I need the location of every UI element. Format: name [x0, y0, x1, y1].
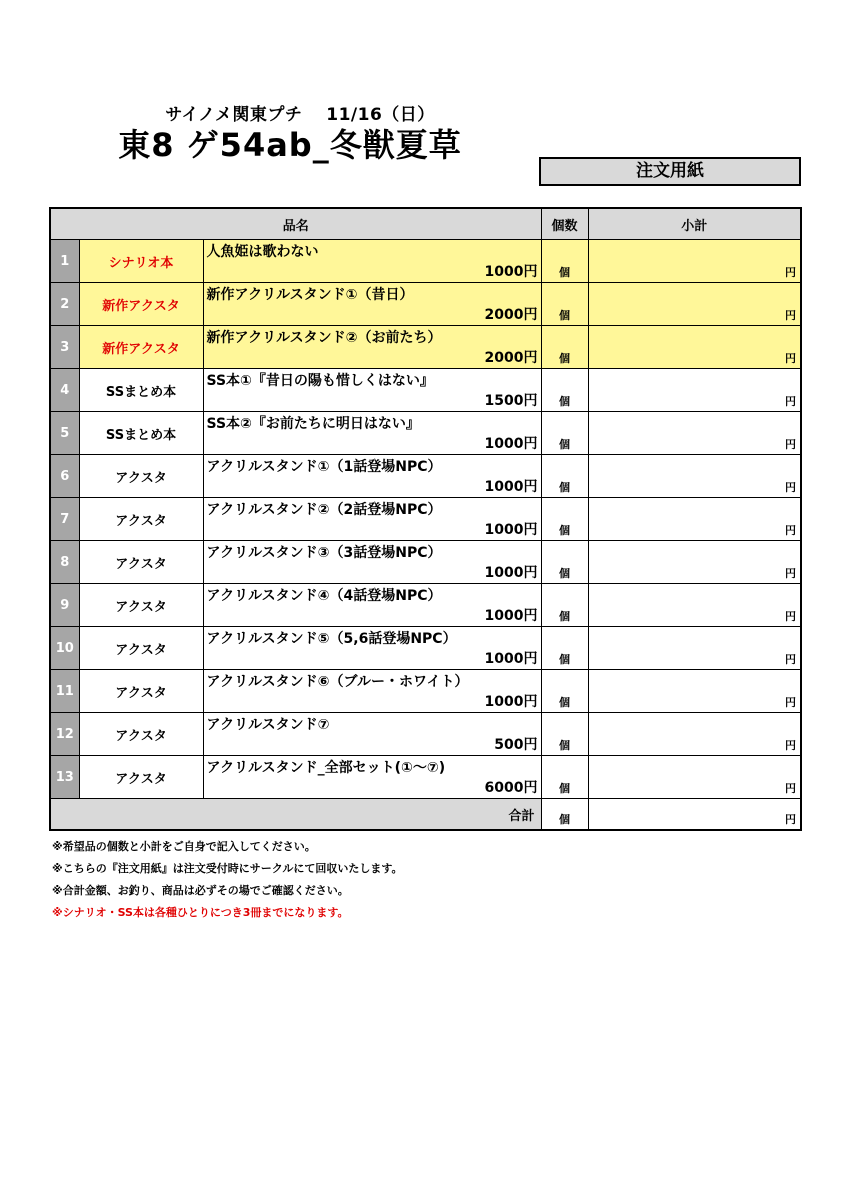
- qty-unit: 個: [559, 395, 570, 408]
- row-product: [203, 670, 541, 713]
- qty-unit: 個: [559, 266, 570, 279]
- qty-cell[interactable]: [541, 627, 588, 670]
- product-name: 新作アクリルスタンド②（お前たち）: [206, 330, 442, 346]
- qty-unit: 個: [559, 653, 570, 666]
- subtotal-cell[interactable]: [588, 627, 801, 670]
- row-category: アクスタ: [79, 627, 203, 670]
- subtotal-cell[interactable]: [588, 412, 801, 455]
- row-product: [203, 713, 541, 756]
- yen-unit: 円: [785, 782, 796, 795]
- qty-cell[interactable]: [541, 412, 588, 455]
- row-number: 13: [50, 756, 79, 799]
- qty-cell[interactable]: [541, 283, 588, 326]
- product-price: 1000円: [484, 694, 538, 710]
- yen-unit: 円: [785, 567, 796, 580]
- qty-cell[interactable]: [541, 326, 588, 369]
- product-name: SS本②『お前たちに明日はない』: [206, 416, 420, 432]
- row-number: 9: [50, 584, 79, 627]
- row-number: 12: [50, 713, 79, 756]
- product-name: アクリルスタンド⑦: [206, 717, 330, 733]
- table-row: [50, 369, 801, 412]
- row-number: 4: [50, 369, 79, 412]
- qty-cell[interactable]: [541, 756, 588, 799]
- row-number: 2: [50, 283, 79, 326]
- qty-cell[interactable]: [541, 713, 588, 756]
- row-category: 新作アクスタ: [79, 283, 203, 326]
- note-line: ※合計金額、お釣り、商品は必ずその場でご確認ください。: [52, 884, 349, 897]
- row-number: 7: [50, 498, 79, 541]
- table-row: [50, 412, 801, 455]
- product-price: 1000円: [484, 436, 538, 452]
- product-name: アクリルスタンド①（1話登場NPC）: [206, 459, 442, 475]
- row-product: [203, 627, 541, 670]
- yen-unit: 円: [785, 352, 796, 365]
- product-price: 1000円: [484, 264, 538, 280]
- qty-cell[interactable]: [541, 455, 588, 498]
- yen-unit: 円: [785, 813, 796, 826]
- total-qty-cell[interactable]: [541, 799, 588, 831]
- qty-unit: 個: [559, 813, 570, 826]
- qty-unit: 個: [559, 438, 570, 451]
- yen-unit: 円: [785, 481, 796, 494]
- qty-unit: 個: [559, 567, 570, 580]
- row-number: 5: [50, 412, 79, 455]
- table-row: [50, 627, 801, 670]
- subtotal-cell[interactable]: [588, 283, 801, 326]
- qty-unit: 個: [559, 352, 570, 365]
- note-line: ※希望品の個数と小計をご自身で記入してください。: [52, 840, 316, 853]
- row-product: [203, 283, 541, 326]
- product-price: 500円: [494, 737, 538, 753]
- row-category: アクスタ: [79, 541, 203, 584]
- yen-unit: 円: [785, 524, 796, 537]
- subtotal-cell[interactable]: [588, 584, 801, 627]
- row-category: アクスタ: [79, 498, 203, 541]
- yen-unit: 円: [785, 266, 796, 279]
- column-header-subtotal: 小計: [588, 208, 801, 240]
- qty-cell[interactable]: [541, 498, 588, 541]
- row-category: アクスタ: [79, 670, 203, 713]
- row-category: アクスタ: [79, 756, 203, 799]
- column-header-item: 品名: [50, 208, 541, 240]
- subtotal-cell[interactable]: [588, 326, 801, 369]
- subtotal-cell[interactable]: [588, 713, 801, 756]
- product-name: アクリルスタンド④（4話登場NPC）: [206, 588, 442, 604]
- order-table: [49, 207, 802, 831]
- table-row: [50, 498, 801, 541]
- row-product: [203, 584, 541, 627]
- qty-unit: 個: [559, 739, 570, 752]
- yen-unit: 円: [785, 309, 796, 322]
- qty-cell[interactable]: [541, 240, 588, 283]
- product-name: SS本①『昔日の陽も惜しくはない』: [206, 373, 434, 389]
- product-price: 1000円: [484, 565, 538, 581]
- row-number: 8: [50, 541, 79, 584]
- product-price: 2000円: [484, 307, 538, 323]
- product-price: 1000円: [484, 608, 538, 624]
- table-row: [50, 756, 801, 799]
- page-title: 東8 ゲ54ab_冬獣夏草: [118, 126, 462, 164]
- table-row: [50, 455, 801, 498]
- row-category: シナリオ本: [79, 240, 203, 283]
- notes: [52, 838, 402, 926]
- row-number: 11: [50, 670, 79, 713]
- table-row: [50, 670, 801, 713]
- table-row: [50, 713, 801, 756]
- yen-unit: 円: [785, 610, 796, 623]
- total-amount-cell[interactable]: [588, 799, 801, 831]
- subtotal-cell[interactable]: [588, 369, 801, 412]
- subtotal-cell[interactable]: [588, 455, 801, 498]
- product-name: 新作アクリルスタンド①（昔日）: [206, 287, 414, 303]
- row-product: [203, 240, 541, 283]
- subtotal-cell[interactable]: [588, 541, 801, 584]
- row-category: SSまとめ本: [79, 412, 203, 455]
- yen-unit: 円: [785, 739, 796, 752]
- qty-unit: 個: [559, 782, 570, 795]
- product-price: 1000円: [484, 651, 538, 667]
- row-product: [203, 412, 541, 455]
- qty-unit: 個: [559, 524, 570, 537]
- product-price: 1500円: [484, 393, 538, 409]
- subtotal-cell[interactable]: [588, 670, 801, 713]
- product-price: 6000円: [484, 780, 538, 796]
- qty-cell[interactable]: [541, 541, 588, 584]
- row-category: 新作アクスタ: [79, 326, 203, 369]
- qty-cell[interactable]: [541, 369, 588, 412]
- qty-cell[interactable]: [541, 670, 588, 713]
- product-name: アクリルスタンド②（2話登場NPC）: [206, 502, 442, 518]
- product-price: 1000円: [484, 522, 538, 538]
- total-row: [50, 799, 801, 831]
- qty-unit: 個: [559, 481, 570, 494]
- row-category: アクスタ: [79, 584, 203, 627]
- table-header-row: [50, 208, 801, 240]
- product-price: 1000円: [484, 479, 538, 495]
- row-product: [203, 541, 541, 584]
- event-header: サイノメ関東プチ 11/16（日）: [165, 105, 435, 125]
- row-product: [203, 369, 541, 412]
- note-line: ※こちらの『注文用紙』は注文受付時にサークルにて回収いたします。: [52, 862, 403, 875]
- table-row: [50, 283, 801, 326]
- row-category: アクスタ: [79, 713, 203, 756]
- row-category: SSまとめ本: [79, 369, 203, 412]
- table-row: [50, 240, 801, 283]
- row-product: [203, 326, 541, 369]
- product-name: 人魚姫は歌わない: [206, 244, 319, 260]
- qty-unit: 個: [559, 696, 570, 709]
- row-number: 3: [50, 326, 79, 369]
- product-price: 2000円: [484, 350, 538, 366]
- column-header-qty: 個数: [541, 208, 588, 240]
- row-product: [203, 756, 541, 799]
- row-number: 1: [50, 240, 79, 283]
- row-product: [203, 498, 541, 541]
- yen-unit: 円: [785, 696, 796, 709]
- qty-unit: 個: [559, 610, 570, 623]
- total-label: 合計: [50, 799, 541, 831]
- table-row: [50, 541, 801, 584]
- subtotal-cell[interactable]: [588, 756, 801, 799]
- subtotal-cell[interactable]: [588, 498, 801, 541]
- yen-unit: 円: [785, 395, 796, 408]
- table-row: [50, 326, 801, 369]
- product-name: アクリルスタンド③（3話登場NPC）: [206, 545, 442, 561]
- yen-unit: 円: [785, 438, 796, 451]
- form-label: 注文用紙: [539, 157, 801, 186]
- qty-unit: 個: [559, 309, 570, 322]
- row-number: 10: [50, 627, 79, 670]
- note-line-warning: ※シナリオ・SS本は各種ひとりにつき3冊までになります。: [52, 906, 349, 919]
- table-row: [50, 584, 801, 627]
- product-name: アクリルスタンド⑥（ブルー・ホワイト）: [206, 674, 469, 690]
- yen-unit: 円: [785, 653, 796, 666]
- qty-cell[interactable]: [541, 584, 588, 627]
- subtotal-cell[interactable]: [588, 240, 801, 283]
- row-category: アクスタ: [79, 455, 203, 498]
- row-product: [203, 455, 541, 498]
- product-name: アクリルスタンド⑤（5,6話登場NPC）: [206, 631, 457, 647]
- product-name: アクリルスタンド_全部セット(①～⑦): [206, 760, 446, 776]
- row-number: 6: [50, 455, 79, 498]
